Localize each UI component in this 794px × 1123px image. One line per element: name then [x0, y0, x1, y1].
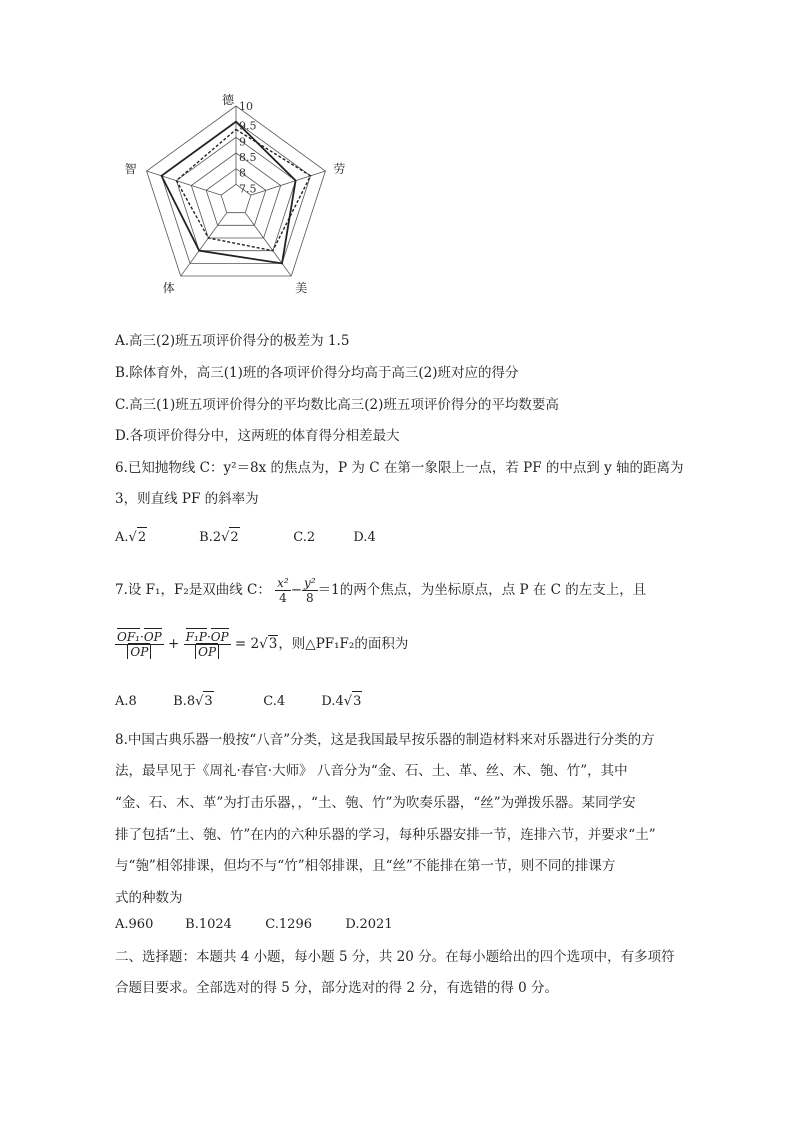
q7-fraction-y: [302, 576, 318, 605]
sqrt-icon: √: [259, 636, 268, 652]
q7-option-d: [321, 691, 362, 712]
q7-vector-fraction-1: $\frac{\text{OF₁·OP}}{OP}$: [117, 630, 162, 659]
q7-option-d-radicand: 3: [352, 691, 362, 712]
q6-stem-line2: 3，则直线 PF 的斜率为: [115, 491, 259, 507]
radar-grid: [147, 106, 326, 276]
q7-eq-text: ＝1的两个焦点，为坐标原点，点 P 在 C 的左支上，且: [317, 582, 647, 598]
q7-option-d-label: D.4: [321, 694, 344, 709]
q7-options: [115, 691, 362, 712]
sqrt-icon: √: [195, 694, 204, 709]
q6-option-b-label: B.2: [199, 530, 222, 545]
q8-stem-line2: 法，最早见于《周礼·春官·大师》 八音分为“金、石、土、革、丝、木、匏、竹”，其中: [115, 763, 628, 779]
radar-axis-label: 德: [222, 93, 235, 107]
radar-tick-label: 10: [239, 100, 253, 113]
radar-tick-label: 7.5: [239, 182, 257, 196]
sqrt-icon: √: [128, 530, 137, 545]
abs-vector-op: OP: [195, 645, 219, 659]
q7-option-c: C.4: [263, 694, 286, 709]
q7-prefix: 7.设 F₁，F₂是双曲线 C：: [115, 582, 271, 598]
q8-stem-line3: “金、石、木、革”为打击乐器，，“土、匏、竹”为吹奏乐器，“丝”为弹拨乐器。某同学安: [115, 795, 636, 811]
q5-option-a: A.高三(2)班五项评价得分的极差为 1.5: [115, 333, 350, 349]
sqrt-icon: √: [343, 694, 353, 709]
q8-options: [115, 915, 393, 935]
q5-option-d: D.各项评价得分中，这两班的体育得分相差最大: [115, 428, 400, 444]
radar-axis-label: 智: [124, 161, 137, 176]
q7-option-b: [173, 691, 259, 712]
q6-option-b-radicand: 2: [229, 527, 239, 548]
q6-stem-line1: 6.已知抛物线 C：y²＝8x 的焦点为，P 为 C 在第一象限上一点，若 PF 的中点到 y 轴的距离为: [115, 460, 684, 476]
radar-chart: [0, 0, 794, 330]
q7-frac1-den: 4: [279, 591, 287, 605]
q6-option-a-radicand: 2: [137, 527, 147, 548]
radar-tick-label: 9: [239, 135, 246, 149]
q7-option-b-label: B.8: [173, 694, 196, 709]
q7-fraction-x: [275, 576, 291, 605]
q6-option-c: C.2: [293, 530, 316, 545]
q7-stem-line1: [115, 576, 646, 605]
q7-minus: −: [290, 582, 303, 598]
q5-option-b: B.除体育外，高三(1)班的各项评价得分均高于高三(2)班对应的得分: [115, 365, 519, 381]
q6-option-a: [115, 527, 195, 548]
vector-op: OP: [210, 630, 229, 644]
q6-option-b: [199, 527, 289, 548]
q8-stem-line4: 排了包括“土、匏、竹”在内的六种乐器的学习，每种乐器安排一节，连排六节，并要求“土”: [115, 827, 656, 843]
q7-frac1-num: x²: [277, 576, 289, 590]
radar-spoke: [181, 213, 227, 276]
radar-tick-label: 9.5: [239, 119, 257, 133]
section2-header-line1: 二、选择题：本题共 4 小题，每小题 5 分，共 20 分。在每小题给出的四个选项中，有多项符: [115, 949, 675, 965]
q7-frac2-num: y²: [304, 576, 316, 590]
radar-tick-label: 8.5: [239, 151, 257, 164]
q7-option-b-radicand: 3: [203, 691, 213, 712]
q8-option-a: A.960: [115, 917, 154, 932]
q7-tail: ，则△PF₁F₂的面积为: [278, 636, 409, 652]
q8-option-b: B.1024: [185, 917, 232, 932]
radar-axis-label: 劳: [333, 161, 346, 176]
q6-option-a-label: A.: [115, 530, 129, 545]
vector-of1: OF₁: [117, 630, 140, 644]
radar-axis-label: 体: [162, 281, 175, 296]
q8-option-d: D.2021: [345, 917, 393, 932]
q7-eq2: = 2: [234, 636, 260, 652]
q8-stem-line5: 与“匏”相邻排课，但均不与“竹”相邻排课，且“丝”不能排在第一节，则不同的排课方: [115, 858, 616, 874]
radar-spoke: [251, 171, 325, 195]
abs-vector-op: OP: [127, 645, 151, 659]
section2-header-line2: 合题目要求。全部选对的得 5 分，部分选对的得 2 分，有选错的得 0 分。: [115, 980, 559, 996]
radar-tick-label: 8: [239, 166, 246, 180]
q8-stem-line1: 8.中国古典乐器一般按“八音”分类，这是我国最早按乐器的制造材料来对乐器进行分类的方: [115, 732, 655, 748]
q7-option-a: A.8: [115, 694, 137, 709]
q7-vector-fraction-2: $\frac{\text{F₁P·OP}}{OP}$: [185, 630, 229, 659]
radar-axis-label: 美: [295, 281, 308, 296]
q6-option-d: D.4: [353, 530, 376, 545]
q7-stem-line2: [115, 630, 408, 659]
q6-options: [115, 527, 376, 548]
sqrt-icon: √: [221, 530, 230, 545]
q5-option-c: C.高三(1)班五项评价得分的平均数比高三(2)班五项评价得分的平均数要高: [115, 397, 559, 413]
q8-stem-line6: 式的种数为: [115, 890, 183, 906]
q7-frac2-den: 8: [306, 591, 314, 605]
q7-eq2-radicand: 3: [268, 636, 278, 652]
vector-op: OP: [143, 630, 162, 644]
q7-plus: +: [168, 636, 180, 652]
vector-f1p: F₁P: [185, 630, 207, 644]
q8-option-c: C.1296: [265, 917, 312, 932]
